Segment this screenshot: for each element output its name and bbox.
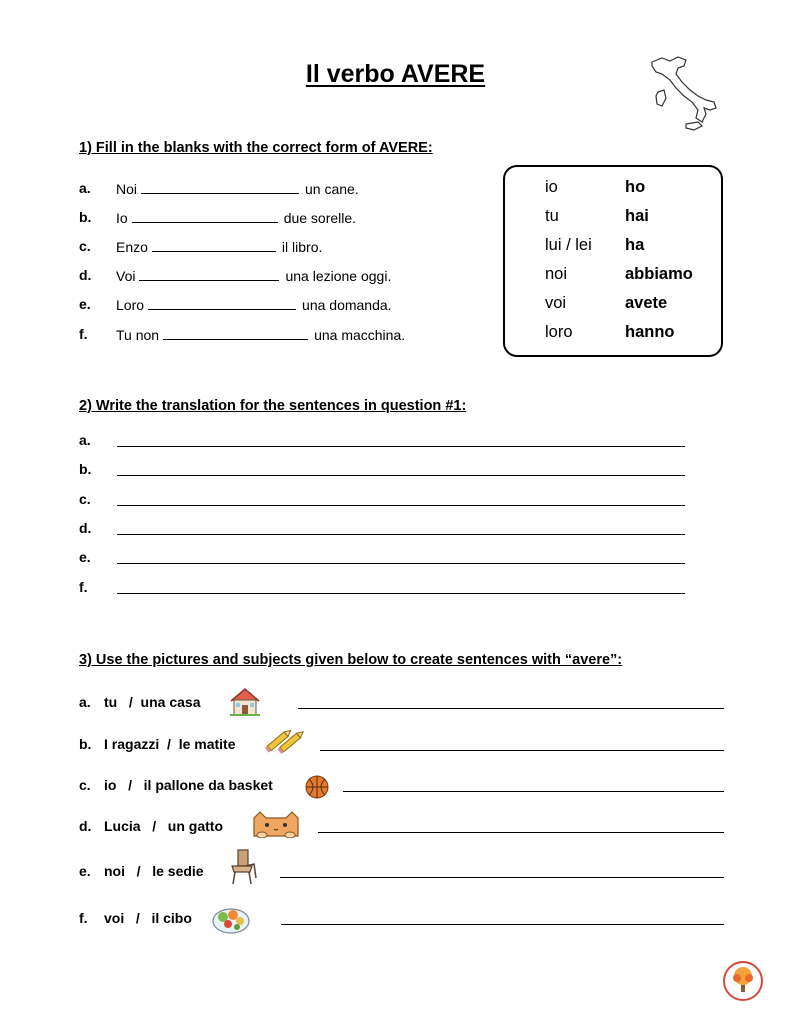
q2-letter: a.	[79, 432, 91, 448]
conjugation-table	[503, 165, 723, 357]
food-plate-icon	[211, 901, 251, 935]
q1-sentence	[116, 326, 405, 343]
q1-sentence	[116, 180, 359, 197]
italy-map-icon	[640, 52, 725, 137]
house-icon	[228, 686, 262, 718]
conjugation-row	[545, 323, 675, 342]
q1-subject: Tu non	[116, 327, 160, 343]
q1-sentence	[116, 238, 322, 255]
section2-heading: 2) Write the translation for the sentences in question #1:	[79, 398, 467, 414]
q1-rest: due sorelle.	[283, 210, 357, 226]
q1-letter: a.	[79, 180, 91, 196]
conjugation-subject: loro	[545, 323, 573, 341]
q1-subject: Loro	[116, 297, 145, 313]
conjugation-form: hanno	[625, 323, 675, 341]
q1-sentence	[116, 267, 391, 284]
conjugation-row	[545, 178, 645, 197]
q2-answer-line[interactable]	[117, 446, 685, 447]
q1-subject: Enzo	[116, 239, 148, 255]
conjugation-row	[545, 294, 667, 313]
q1-subject: Voi	[116, 268, 136, 284]
pencils-icon	[264, 726, 304, 758]
conjugation-subject: lui / lei	[545, 236, 592, 254]
q3-letter: a.	[79, 694, 91, 710]
q1-subject: Noi	[116, 181, 138, 197]
q1-rest: una domanda.	[302, 297, 392, 313]
q3-letter: e.	[79, 863, 91, 879]
q1-blank[interactable]	[132, 209, 278, 223]
q3-letter: f.	[79, 910, 88, 926]
q1-rest: una lezione oggi.	[285, 268, 392, 284]
q1-sentence	[116, 296, 392, 313]
q1-rest: una macchina.	[314, 327, 406, 343]
logo-icon	[722, 960, 764, 1002]
q3-prompt: noi / le sedie	[104, 863, 204, 879]
conjugation-form: hai	[625, 207, 649, 225]
q3-answer-line[interactable]	[318, 832, 724, 833]
conjugation-form: ha	[625, 236, 645, 254]
q1-letter: c.	[79, 238, 91, 254]
chair-icon	[228, 848, 260, 886]
conjugation-subject: voi	[545, 294, 567, 312]
q3-letter: b.	[79, 736, 92, 752]
q2-answer-line[interactable]	[117, 505, 685, 506]
q1-blank[interactable]	[163, 326, 308, 340]
q3-answer-line[interactable]	[298, 708, 724, 709]
q3-answer-line[interactable]	[320, 750, 724, 751]
q1-rest: il libro.	[281, 239, 323, 255]
conjugation-form: avete	[625, 294, 668, 312]
page-title: Il verbo AVERE	[305, 60, 486, 88]
q3-answer-line[interactable]	[343, 791, 724, 792]
q2-letter: f.	[79, 579, 88, 595]
conjugation-subject: noi	[545, 265, 568, 283]
q3-prompt: I ragazzi / le matite	[104, 736, 236, 752]
q1-letter: f.	[79, 326, 88, 342]
q3-answer-line[interactable]	[281, 924, 724, 925]
q1-letter: b.	[79, 209, 92, 225]
conjugation-subject: tu	[545, 207, 559, 225]
conjugation-row	[545, 236, 644, 255]
conjugation-subject: io	[545, 178, 558, 196]
q3-prompt: voi / il cibo	[104, 910, 192, 926]
section1-heading: 1) Fill in the blanks with the correct form of AVERE:	[79, 140, 433, 156]
q2-letter: d.	[79, 520, 92, 536]
q3-answer-line[interactable]	[280, 877, 724, 878]
q1-sentence	[116, 209, 356, 226]
q1-blank[interactable]	[139, 267, 279, 281]
q3-letter: d.	[79, 818, 92, 834]
q2-answer-line[interactable]	[117, 593, 685, 594]
q2-answer-line[interactable]	[117, 475, 685, 476]
q1-blank[interactable]	[148, 296, 296, 310]
cat-icon	[250, 810, 302, 838]
q2-answer-line[interactable]	[117, 534, 685, 535]
q3-prompt: io / il pallone da basket	[104, 777, 273, 793]
q1-subject: Io	[116, 210, 128, 226]
q2-letter: c.	[79, 491, 91, 507]
conjugation-row	[545, 207, 649, 226]
q2-letter: e.	[79, 549, 91, 565]
q1-blank[interactable]	[152, 238, 276, 252]
q2-letter: b.	[79, 461, 92, 477]
conjugation-form: abbiamo	[625, 265, 693, 283]
q1-blank[interactable]	[141, 180, 299, 194]
conjugation-row	[545, 265, 693, 284]
conjugation-form: ho	[625, 178, 646, 196]
q3-prompt: tu / una casa	[104, 694, 201, 710]
q2-answer-line[interactable]	[117, 563, 685, 564]
basketball-icon	[305, 775, 329, 799]
q1-rest: un cane.	[305, 181, 359, 197]
q1-letter: d.	[79, 267, 92, 283]
section3-heading: 3) Use the pictures and subjects given below to create sentences with “avere”:	[79, 652, 623, 668]
q3-prompt: Lucia / un gatto	[104, 818, 223, 834]
q3-letter: c.	[79, 777, 91, 793]
q1-letter: e.	[79, 296, 91, 312]
